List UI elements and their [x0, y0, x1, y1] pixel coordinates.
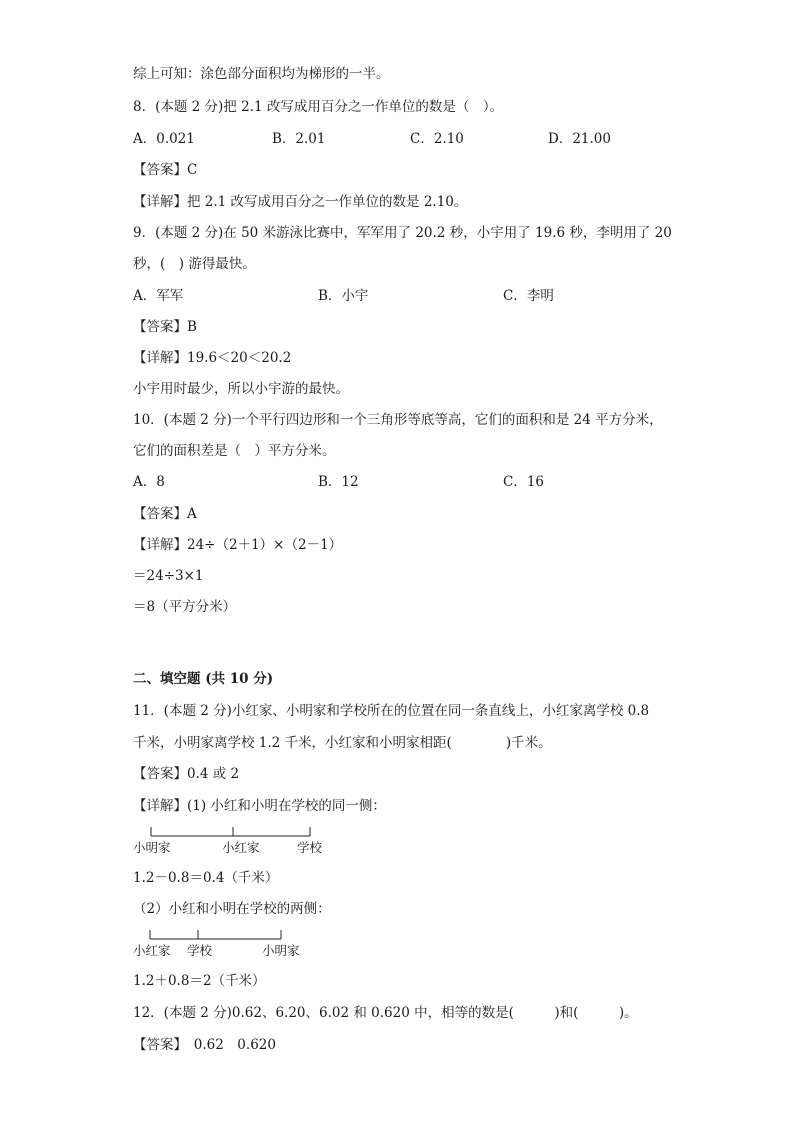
q9-option-b: B．小宇 [318, 288, 369, 304]
q9-option-c: C．李明 [503, 288, 554, 304]
q9-option-a: A．军军 [133, 288, 184, 304]
q12-answer: 【答案】 0.62 0.620 [133, 1037, 276, 1053]
diagram-label: 学校 [187, 943, 213, 958]
q10-answer: 【答案】A [133, 506, 197, 522]
section-heading: 二、填空题 (共 10 分) [133, 671, 274, 687]
q8-option-a: A．0.021 [133, 131, 195, 147]
q11-answer: 【答案】0.4 或 2 [133, 766, 240, 782]
question-9-line-2: 秒，( ) 游得最快。 [133, 256, 256, 272]
q8-option-b: B．2.01 [272, 131, 326, 147]
q9-explanation-1: 【详解】19.6＜20＜20.2 [133, 350, 292, 366]
q11-explanation-1: 【详解】(1) 小红和小明在学校的同一侧： [133, 798, 386, 814]
text-line: 综上可知：涂色部分面积均为梯形的一半。 [133, 66, 390, 82]
q10-explanation-2: ＝24÷3×1 [133, 568, 204, 584]
q11-calculation-2: 1.2＋0.8＝2（千米） [133, 973, 266, 989]
q10-explanation-1: 【详解】24÷（2＋1）×（2－1） [133, 537, 343, 553]
q11-explanation-2: （2）小红和小明在学校的两侧： [133, 901, 331, 917]
question-9-line-1: 9．(本题 2 分)在 50 米游泳比赛中，军军用了 20.2 秒，小宇用了 19.6 秒，李明用了 20 [133, 225, 672, 241]
diagram-label: 小明家 [262, 943, 300, 958]
question-10-line-1: 10．(本题 2 分)一个平行四边形和一个三角形等底等高，它们的面积和是 24 平方分米， [133, 412, 663, 428]
question-8: 8．(本题 2 分)把 2.1 改写成用百分之一作单位的数是（ ）。 [133, 99, 504, 115]
q8-explanation: 【详解】把 2.1 改写成用百分之一作单位的数是 2.10。 [133, 194, 468, 210]
q11-calculation-1: 1.2－0.8＝0.4（千米） [133, 870, 279, 886]
q8-answer: 【答案】C [133, 162, 198, 178]
question-11-line-2: 千米，小明家离学校 1.2 千米，小红家和小明家相距( )千米。 [133, 735, 552, 751]
diagram-label: 学校 [297, 840, 323, 855]
q10-option-a: A．8 [133, 474, 165, 490]
q8-option-c: C．2.10 [410, 131, 464, 147]
question-10-line-2: 它们的面积差是（ ）平方分米。 [133, 443, 336, 459]
question-11-line-1: 11．(本题 2 分)小红家、小明家和学校所在的位置在同一条直线上，小红家离学校 0.8 [133, 703, 650, 719]
q9-answer: 【答案】B [133, 319, 197, 335]
diagram-label: 小红家 [133, 943, 171, 958]
question-12: 12．(本题 2 分)0.62、6.20、6.02 和 0.620 中，相等的数是( )和( )。 [133, 1005, 638, 1021]
diagram-label: 小红家 [222, 840, 260, 855]
diagram-label: 小明家 [133, 840, 171, 855]
q10-option-c: C．16 [503, 474, 545, 490]
line-diagram-both-sides [145, 927, 295, 941]
q10-option-b: B．12 [318, 474, 359, 490]
q8-option-d: D．21.00 [548, 131, 611, 147]
q9-explanation-2: 小宇用时最少，所以小宇游的最快。 [133, 381, 349, 397]
line-diagram-same-side [145, 824, 320, 838]
q10-explanation-3: ＝8（平方分米） [133, 599, 237, 615]
